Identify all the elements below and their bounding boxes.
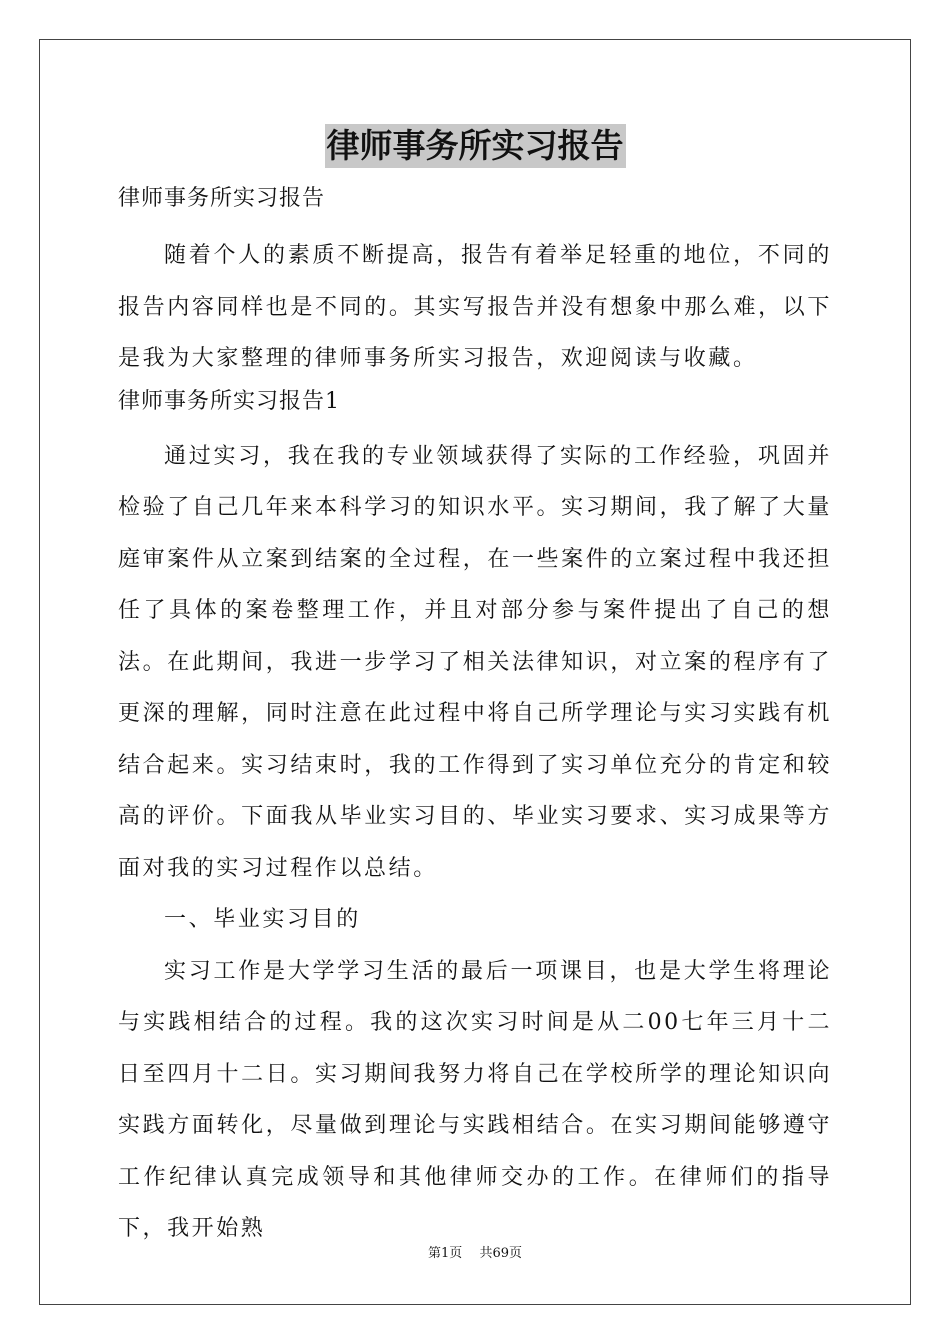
- page-footer: [0, 1245, 950, 1263]
- body-paragraph-1: 通过实习，我在我的专业领域获得了实际的工作经验，巩固并检验了自己几年来本科学习的知识水平。实习期间，我了解了大量庭审案件从立案到结案的全过程，在一些案件的立案过程中我还担任了具体的案卷整理工作，并且对部分参与案件提出了自己的想法。在此期间，我进一步学习了相关法律知识，对立案的程序有了更深的理解，同时注意在此过程中将自己所学理论与实习实践有机结合起来。实习结束时，我的工作得到了实习单位充分的肯定和较高的评价。下面我从毕业实习目的、毕业实习要求、实习成果等方面对我的实习过程作以总结。: [118, 443, 832, 881]
- page-total: 共69页: [479, 1246, 522, 1261]
- document-body: [118, 180, 832, 1255]
- page-number: 第1页: [428, 1246, 463, 1261]
- document-title: 律师事务所实习报告: [325, 124, 626, 168]
- title-block: [0, 124, 950, 168]
- intro-paragraph: 随着个人的素质不断提高，报告有着举足轻重的地位，不同的报告内容同样也是不同的。其实写报告并没有想象中那么难，以下是我为大家整理的律师事务所实习报告，欢迎阅读与收藏。: [118, 243, 832, 371]
- document-subtitle: 律师事务所实习报告: [118, 186, 326, 211]
- body-paragraph-2: 实习工作是大学学习生活的最后一项课目，也是大学生将理论与实践相结合的过程。我的这次实习时间是从二00七年三月十二日至四月十二日。实习期间我努力将自己在学校所学的理论知识向实践方面转化，尽量做到理论与实践相结合。在实习期间能够遵守工作纪律认真完成领导和其他律师交办的工作。在律师们的指导下，我开始熟: [118, 958, 832, 1241]
- subheading-1: 一、毕业实习目的: [164, 907, 361, 932]
- section-heading: 律师事务所实习报告1: [118, 388, 340, 414]
